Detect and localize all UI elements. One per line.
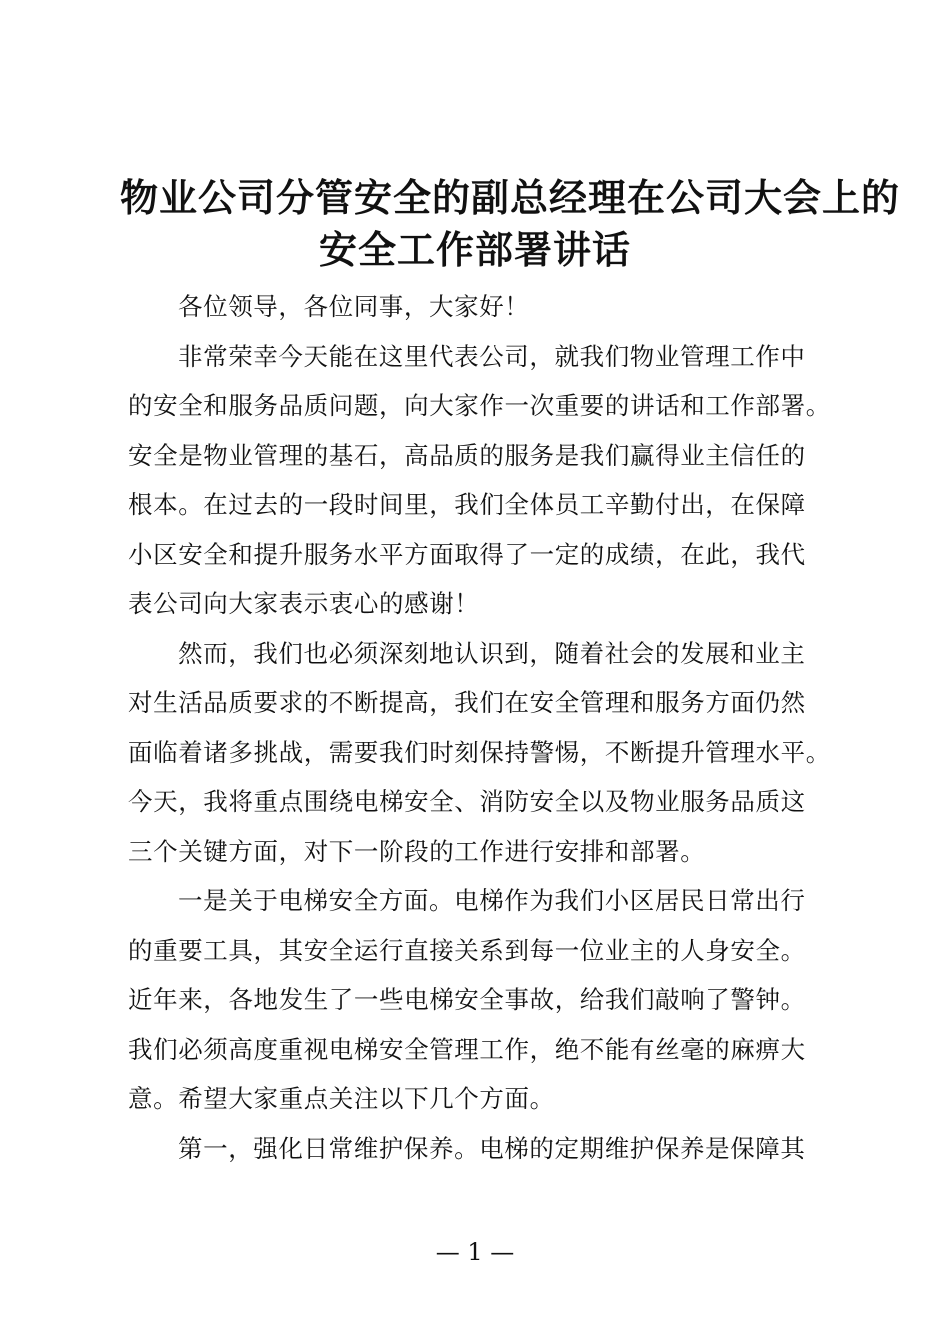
- body-line: 非常荣幸今天能在这里代表公司，就我们物业管理工作中: [178, 341, 806, 371]
- title-line-1: 物业公司分管安全的副总经理在公司大会上的: [120, 175, 901, 220]
- body-line: 面临着诸多挑战，需要我们时刻保持警惕，不断提升管理水平。: [128, 737, 831, 767]
- body-line: 对生活品质要求的不断提高，我们在安全管理和服务方面仍然: [128, 688, 806, 717]
- body-line: 各位领导，各位同事，大家好！: [178, 292, 530, 321]
- body-line: 今天，我将重点围绕电梯安全、消防安全以及物业服务品质这: [128, 787, 806, 816]
- page-number: — 1 —: [435, 1238, 515, 1266]
- body-line: 然而，我们也必须深刻地认识到，随着社会的发展和业主: [178, 638, 806, 668]
- body-line: 小区安全和提升服务水平方面取得了一定的成绩，在此，我代: [128, 539, 806, 569]
- body-line: 近年来，各地发生了一些电梯安全事故，给我们敲响了警钟。: [128, 985, 806, 1014]
- body-line: 根本。在过去的一段时间里，我们全体员工辛勤付出，在保障: [128, 490, 806, 519]
- body-line: 第一，强化日常维护保养。电梯的定期维护保养是保障其: [178, 1133, 806, 1163]
- document-body: [128, 282, 830, 1173]
- body-line: 安全是物业管理的基石，高品质的服务是我们赢得业主信任的: [128, 440, 806, 470]
- document-title: [120, 172, 901, 276]
- body-line: 表公司向大家表示衷心的感谢！: [128, 589, 480, 618]
- title-line-2: 安全工作部署讲话: [318, 227, 631, 272]
- body-line: 我们必须高度重视电梯安全管理工作，绝不能有丝毫的麻痹大: [128, 1034, 806, 1064]
- body-line: 的安全和服务品质问题，向大家作一次重要的讲话和工作部署。: [128, 391, 831, 420]
- body-line: 的重要工具，其安全运行直接关系到每一位业主的人身安全。: [128, 935, 806, 965]
- body-line: 意。希望大家重点关注以下几个方面。: [128, 1084, 555, 1113]
- body-line: 三个关键方面，对下一阶段的工作进行安排和部署。: [128, 836, 706, 866]
- body-line: 一是关于电梯安全方面。电梯作为我们小区居民日常出行: [178, 886, 806, 915]
